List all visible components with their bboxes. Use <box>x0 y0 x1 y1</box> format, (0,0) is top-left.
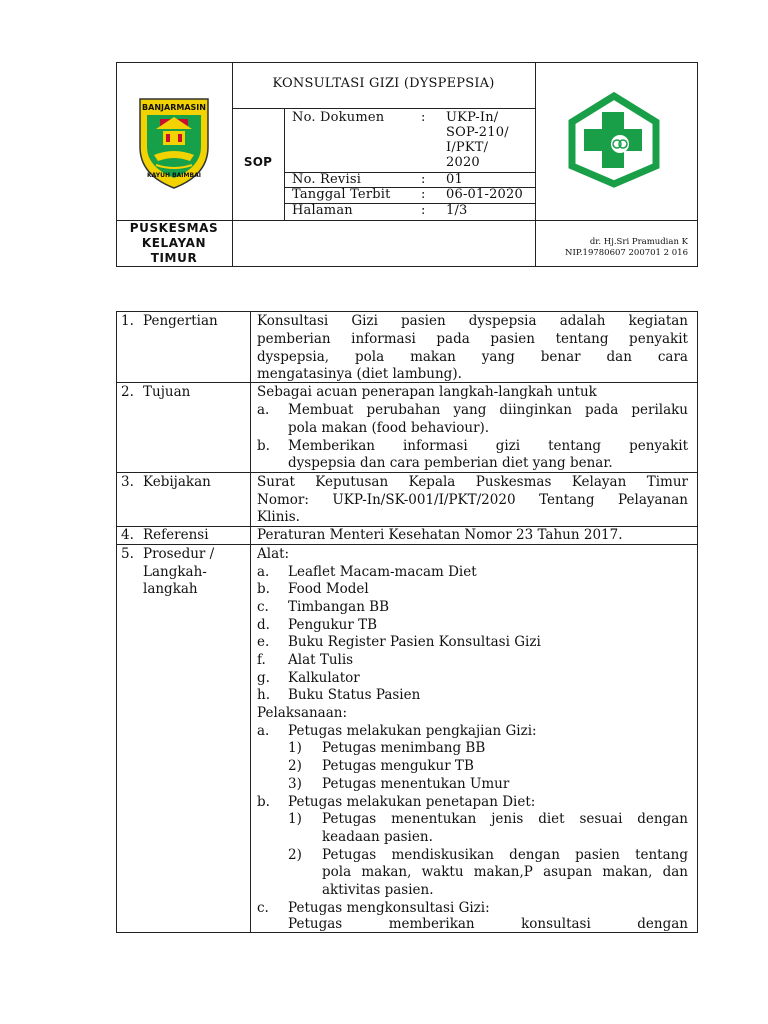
logo-top-text: BANJARMASIN <box>142 103 206 112</box>
sub-item: Petugas mengukur TB <box>322 758 474 774</box>
step-heading: Petugas melakukan pengkajian Gizi: <box>288 723 537 739</box>
sub-item: Petugas menentukan Umur <box>322 776 510 792</box>
sub-item-line: pola makan, waktu makan,P asupan makan, dan <box>322 864 688 880</box>
org-line: PUSKESMAS <box>129 221 219 235</box>
row-label: Tujuan <box>143 384 191 400</box>
list-marker: h. <box>257 687 270 703</box>
signer-nip: NIP.19780607 200701 2 016 <box>565 248 688 258</box>
sub-marker: 2) <box>288 847 302 863</box>
list-marker: f. <box>257 652 266 668</box>
row-number: 2. <box>121 384 134 400</box>
signer-name: dr. Hj.Sri Pramudian K <box>589 237 688 247</box>
body-line: pemberian informasi pada pasien tentang penyakit <box>257 331 688 347</box>
sub-marker: 3) <box>288 776 302 792</box>
meta-sep: : <box>421 203 426 218</box>
body-line: Sebagai acuan penerapan langkah-langkah untuk <box>257 384 597 400</box>
meta-label: No. Revisi <box>292 172 362 187</box>
body-line: Surat Keputusan Kepala Puskesmas Kelayan Timur <box>257 474 688 490</box>
list-item: Buku Status Pasien <box>288 687 421 703</box>
list-marker: b. <box>257 581 270 597</box>
sub-item-line: Petugas mendiskusikan dengan pasien tentang <box>322 847 688 863</box>
organization-name <box>116 221 232 266</box>
meta-label: Tanggal Terbit <box>292 187 391 202</box>
sop-label: SOP <box>243 155 273 169</box>
row-number: 5. <box>121 546 134 562</box>
list-marker: d. <box>257 617 270 633</box>
list-item-line: Memberikan informasi gizi tentang penyakit <box>288 438 688 454</box>
row-label: Pengertian <box>143 313 218 329</box>
list-marker: a. <box>257 723 270 739</box>
list-item: Pengukur TB <box>288 617 378 633</box>
meta-label: Halaman <box>292 203 353 218</box>
list-marker: a. <box>257 564 270 580</box>
list-item: Leaflet Macam-macam Diet <box>288 564 477 580</box>
list-marker: a. <box>257 402 270 418</box>
list-marker: c. <box>257 900 269 916</box>
list-marker: c. <box>257 599 269 615</box>
row-label-line: Langkah- <box>143 564 207 580</box>
list-item-line: dyspepsia dan cara pemberian diet yang benar. <box>288 455 613 471</box>
list-item: Alat Tulis <box>288 652 354 668</box>
alat-heading: Alat: <box>257 546 290 562</box>
logo-bottom-text: KAYUH BAIMBAI <box>147 172 201 179</box>
sub-item: Petugas menimbang BB <box>322 740 486 756</box>
list-item: Buku Register Pasien Konsultasi Gizi <box>288 634 541 650</box>
body-line: Klinis. <box>257 509 300 525</box>
row-number: 1. <box>121 313 134 329</box>
step-heading: Petugas mengkonsultasi Gizi: <box>288 900 490 916</box>
list-item: Kalkulator <box>288 670 360 686</box>
meta-value-line: SOP-210/ <box>446 125 509 140</box>
sub-item-line: Petugas menentukan jenis diet sesuai dengan <box>322 811 688 827</box>
signer-block <box>536 237 688 259</box>
list-item-line: pola makan (food behaviour). <box>288 420 490 436</box>
pelaksanaan-heading: Pelaksanaan: <box>257 705 348 721</box>
list-item-line: Membuat perubahan yang diinginkan pada perilaku <box>288 402 688 418</box>
row-label-line: langkah <box>143 581 198 597</box>
row-label: Referensi <box>143 527 209 543</box>
step-body-line: Petugas memberikan konsultasi dengan <box>288 916 688 932</box>
meta-sep: : <box>421 172 426 187</box>
list-item: Food Model <box>288 581 369 597</box>
document-title: KONSULTASI GIZI (DYSPEPSIA) <box>272 76 495 91</box>
row-number: 3. <box>121 474 134 490</box>
org-line: TIMUR <box>150 251 198 265</box>
sub-marker: 1) <box>288 740 302 756</box>
org-line: KELAYAN <box>141 236 207 250</box>
puskesmas-logo <box>568 92 660 188</box>
sub-marker: 1) <box>288 811 302 827</box>
body-line: Nomor: UKP-In/SK-001/I/PKT/2020 Tentang Pelayanan <box>257 492 688 508</box>
row-label-line: Prosedur / <box>143 546 215 562</box>
meta-label: No. Dokumen <box>292 110 385 125</box>
meta-sep: : <box>421 187 426 202</box>
meta-value-line: 06-01-2020 <box>446 187 523 202</box>
body-line: Peraturan Menteri Kesehatan Nomor 23 Tahun 2017. <box>257 527 623 543</box>
step-heading: Petugas melakukan penetapan Diet: <box>288 794 536 810</box>
body-line: dyspepsia, pola makan yang benar dan cara <box>257 349 688 365</box>
row-label: Kebijakan <box>143 474 211 490</box>
list-marker: b. <box>257 438 270 454</box>
meta-sep: : <box>421 110 426 125</box>
body-line: Konsultasi Gizi pasien dyspepsia adalah kegiatan <box>257 313 688 329</box>
meta-value-line: 1/3 <box>446 203 468 218</box>
sub-marker: 2) <box>288 758 302 774</box>
row-number: 4. <box>121 527 134 543</box>
sub-item-line: aktivitas pasien. <box>322 882 434 898</box>
meta-value-line: 2020 <box>446 155 480 170</box>
list-marker: e. <box>257 634 270 650</box>
body-line: mengatasinya (diet lambung). <box>257 366 462 382</box>
list-item: Timbangan BB <box>288 599 390 615</box>
list-marker: g. <box>257 670 270 686</box>
meta-value-line: 01 <box>446 172 463 187</box>
meta-value-line: I/PKT/ <box>446 140 489 155</box>
sub-item-line: keadaan pasien. <box>322 829 433 845</box>
list-marker: b. <box>257 794 270 810</box>
banjarmasin-logo <box>136 95 212 191</box>
meta-value-line: UKP-In/ <box>446 110 499 125</box>
